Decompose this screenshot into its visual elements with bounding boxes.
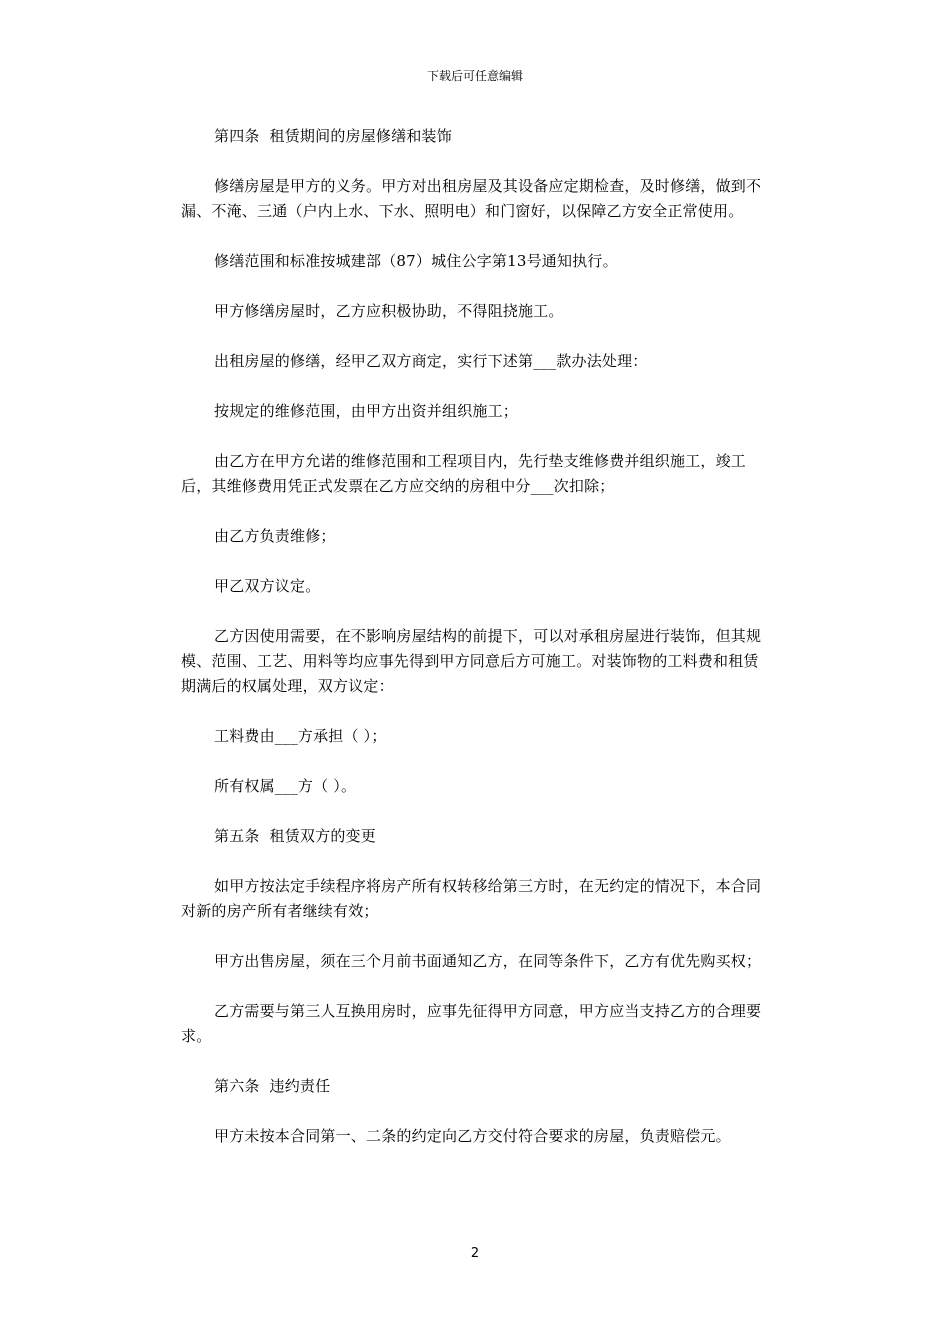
article-5-heading: 第五条 租赁双方的变更 (214, 827, 376, 845)
paragraph: 如甲方按法定手续程序将房产所有权转移给第三方时，在无约定的情况下，本合同对新的房产所有者继续有效； (181, 877, 762, 920)
paragraph: 由乙方在甲方允诺的维修范围和工程项目内，先行垫支维修费并组织施工，竣工后，其维修费用凭正式发票在乙方应交纳的房租中分___次扣除； (181, 452, 747, 495)
document-body (181, 124, 773, 1174)
article-6-heading: 第六条 违约责任 (214, 1077, 331, 1095)
paragraph: 出租房屋的修缮，经甲乙双方商定，实行下述第___款办法处理： (214, 352, 648, 370)
page-header: 下载后可任意编辑 (426, 69, 523, 83)
paragraph: 工料费由___方承担（ ）； (214, 727, 387, 745)
paragraph: 所有权属___方（ ）。 (214, 777, 357, 795)
article-4-heading: 第四条 租赁期间的房屋修缮和装饰 (214, 127, 452, 145)
paragraph: 乙方需要与第三人互换用房时，应事先征得甲方同意，甲方应当支持乙方的合理要求。 (181, 1002, 762, 1045)
paragraph: 由乙方负责维修； (214, 527, 336, 545)
paragraph: 修缮房屋是甲方的义务。甲方对出租房屋及其设备应定期检查，及时修缮，做到不漏、不淹、三通（户内上水、下水、照明电）和门窗好，以保障乙方安全正常使用。 (181, 177, 762, 220)
paragraph: 甲乙双方议定。 (214, 577, 321, 595)
paragraph: 甲方出售房屋，须在三个月前书面通知乙方，在同等条件下，乙方有优先购买权； (214, 952, 762, 970)
paragraph: 甲方未按本合同第一、二条的约定向乙方交付符合要求的房屋，负责赔偿元。 (214, 1127, 731, 1145)
paragraph: 甲方修缮房屋时，乙方应积极协助，不得阻挠施工。 (214, 302, 564, 320)
paragraph: 乙方因使用需要，在不影响房屋结构的前提下，可以对承租房屋进行装饰，但其规模、范围、工艺、用料等均应事先得到甲方同意后方可施工。对装饰物的工料费和租赁期满后的权属处理，双方议定： (181, 627, 762, 695)
page-number: 2 (470, 1246, 480, 1261)
paragraph: 按规定的维修范围，由甲方出资并组织施工； (214, 402, 519, 420)
paragraph: 修缮范围和标准按城建部（87）城住公字第13号通知执行。 (214, 252, 618, 270)
